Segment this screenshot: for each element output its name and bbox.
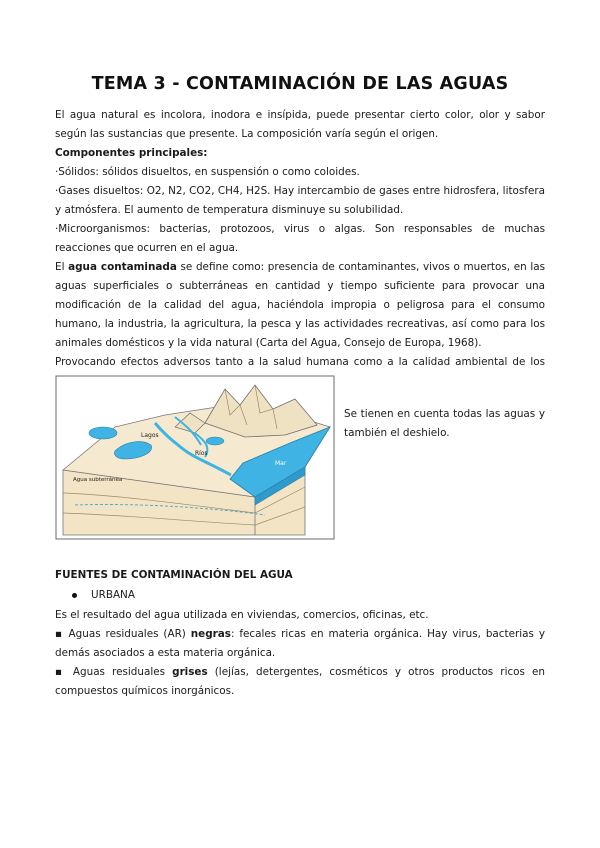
component-microorganisms: ·Microorganismos: bacterias, protozoos, virus o algas. Son responsables de muchas reacciones que ocurren en el agua. [55, 223, 545, 254]
diagram-caption: Se tienen en cuenta todas las aguas y también el deshielo. [344, 408, 545, 439]
lake-1 [89, 427, 117, 439]
page-title: TEMA 3 - CONTAMINACIÓN DE LAS AGUAS [91, 74, 509, 94]
grises-term: grises [172, 666, 208, 678]
urban-description: Es el resultado del agua utilizada en viviendas, comercios, oficinas, etc. [55, 609, 429, 621]
label-lakes: Lagos [141, 432, 159, 439]
label-groundwater: Agua subterránea [73, 477, 123, 483]
negras-term: negras [190, 628, 231, 640]
intro-section [55, 106, 545, 391]
urban-section [55, 606, 545, 701]
sources-heading: FUENTES DE CONTAMINACIÓN DEL AGUA [55, 569, 293, 581]
negras-paragraph: ▪ Aguas residuales (AR) negras: fecales ricas en materia orgánica. Hay virus, bacterias y demás asociados a esta materia orgánica. [55, 628, 545, 659]
definition-term: agua contaminada [68, 261, 177, 273]
water-bodies-diagram [55, 375, 335, 540]
bullet-dot-icon [72, 593, 77, 598]
component-gases: ·Gases disueltos: O2, N2, CO2, CH4, H2S. Hay intercambio de gases entre hidrosfera, litosfera y atmósfera. El aumento de temperatura disminuye su solubilidad. [55, 185, 545, 216]
grises-paragraph: ▪ Aguas residuales grises (lejías, detergentes, cosméticos y otros productos ricos en compuestos químicos inorgánicos. [55, 666, 546, 697]
label-sea: Mar [275, 460, 287, 467]
definition-paragraph: El agua contaminada se define como: presencia de contaminantes, vivos o muertos, en las aguas superficiales o subterráneas en cantidad y tiempo suficiente para provocar una modificación de la calidad del agua, haciéndola impropia o peligrosa para el consumo humano, la industria, la agricultura, la pesca y las actividades recreativas, así como para los animales domésticos y la vida natural (Carta del Agua, Consejo de Europa, 1968). [55, 261, 545, 349]
effects-paragraph: Provocando efectos adversos tanto a la salud humana como a la calidad ambiental de los [55, 356, 545, 368]
label-rivers: Ríos [195, 450, 208, 457]
bullet-urbana: URBANA [72, 586, 135, 605]
components-heading: Componentes principales: [55, 147, 208, 159]
component-solids: ·Sólidos: sólidos disueltos, en suspensión o como coloides. [55, 166, 360, 178]
intro-paragraph: El agua natural es incolora, inodora e insípida, puede presentar cierto color, olor y sabor según las sustancias que presente. La composición varía según el origen. [55, 109, 545, 140]
